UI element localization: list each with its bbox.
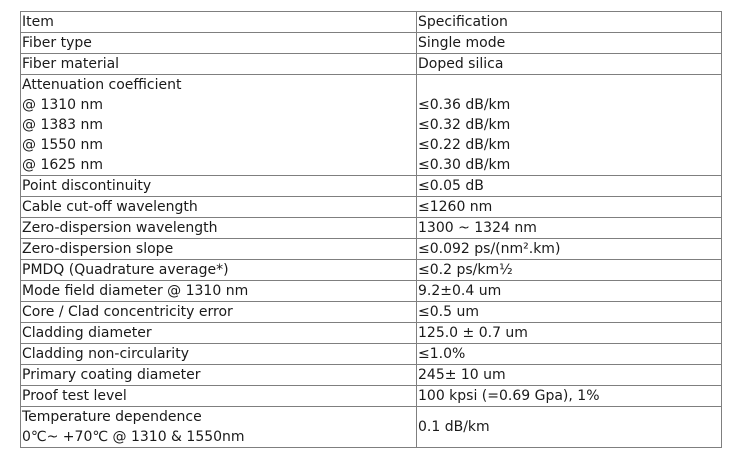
table-row [21, 302, 722, 323]
row-item: Fiber material [21, 54, 417, 75]
row-item: PMDQ (Quadrature average*) [21, 260, 417, 281]
row-spec: ≤0.092 ps/(nm².km) [417, 239, 722, 260]
attenuation-value: ≤0.36 dB/km [418, 97, 511, 113]
attenuation-wavelength: @ 1625 nm [22, 157, 104, 173]
table-row [21, 344, 722, 365]
row-item: Core / Clad concentricity error [21, 302, 417, 323]
table-header-row [21, 12, 722, 33]
row-spec: ≤0.5 um [417, 302, 722, 323]
table-row [21, 260, 722, 281]
row-item: Point discontinuity [21, 176, 417, 197]
row-spec: ≤0.2 ps/km½ [417, 260, 722, 281]
row-spec: 9.2±0.4 um [417, 281, 722, 302]
table-row [21, 239, 722, 260]
row-item [21, 407, 417, 448]
table-row [21, 54, 722, 75]
table-row [21, 323, 722, 344]
row-item: Cladding diameter [21, 323, 417, 344]
row-spec: 245± 10 um [417, 365, 722, 386]
attenuation-title: Attenuation coefficient [22, 77, 182, 93]
row-spec: ≤1260 nm [417, 197, 722, 218]
row-spec: ≤1.0% [417, 344, 722, 365]
attenuation-value: ≤0.22 dB/km [418, 137, 511, 153]
row-item: Zero-dispersion slope [21, 239, 417, 260]
row-spec [417, 75, 722, 176]
row-spec: 1300 ~ 1324 nm [417, 218, 722, 239]
row-spec: 125.0 ± 0.7 um [417, 323, 722, 344]
row-spec: 100 kpsi (=0.69 Gpa), 1% [417, 386, 722, 407]
temperature-range: 0℃~ +70℃ @ 1310 & 1550nm [22, 429, 245, 445]
attenuation-value: ≤0.30 dB/km [418, 157, 511, 173]
row-item: Cladding non-circularity [21, 344, 417, 365]
row-item: Mode field diameter @ 1310 nm [21, 281, 417, 302]
row-item: Proof test level [21, 386, 417, 407]
table-row [21, 197, 722, 218]
spacer [418, 75, 721, 95]
table-row [21, 33, 722, 54]
row-item [21, 75, 417, 176]
row-item: Zero-dispersion wavelength [21, 218, 417, 239]
row-item: Cable cut-off wavelength [21, 197, 417, 218]
attenuation-wavelength: @ 1383 nm [22, 117, 104, 133]
specification-table [20, 11, 722, 448]
row-spec: 0.1 dB/km [417, 407, 722, 448]
row-spec: Doped silica [417, 54, 722, 75]
header-specification: Specification [417, 12, 722, 33]
row-spec: Single mode [417, 33, 722, 54]
table-row [21, 281, 722, 302]
row-spec: ≤0.05 dB [417, 176, 722, 197]
attenuation-value: ≤0.32 dB/km [418, 117, 511, 133]
row-item: Fiber type [21, 33, 417, 54]
table-row [21, 386, 722, 407]
temperature-title: Temperature dependence [22, 409, 202, 425]
attenuation-wavelength: @ 1550 nm [22, 137, 104, 153]
attenuation-wavelength: @ 1310 nm [22, 97, 104, 113]
table-row [21, 365, 722, 386]
table-row-attenuation [21, 75, 722, 176]
row-item: Primary coating diameter [21, 365, 417, 386]
table-row [21, 176, 722, 197]
header-item: Item [21, 12, 417, 33]
table-row [21, 218, 722, 239]
table-row-temperature [21, 407, 722, 448]
